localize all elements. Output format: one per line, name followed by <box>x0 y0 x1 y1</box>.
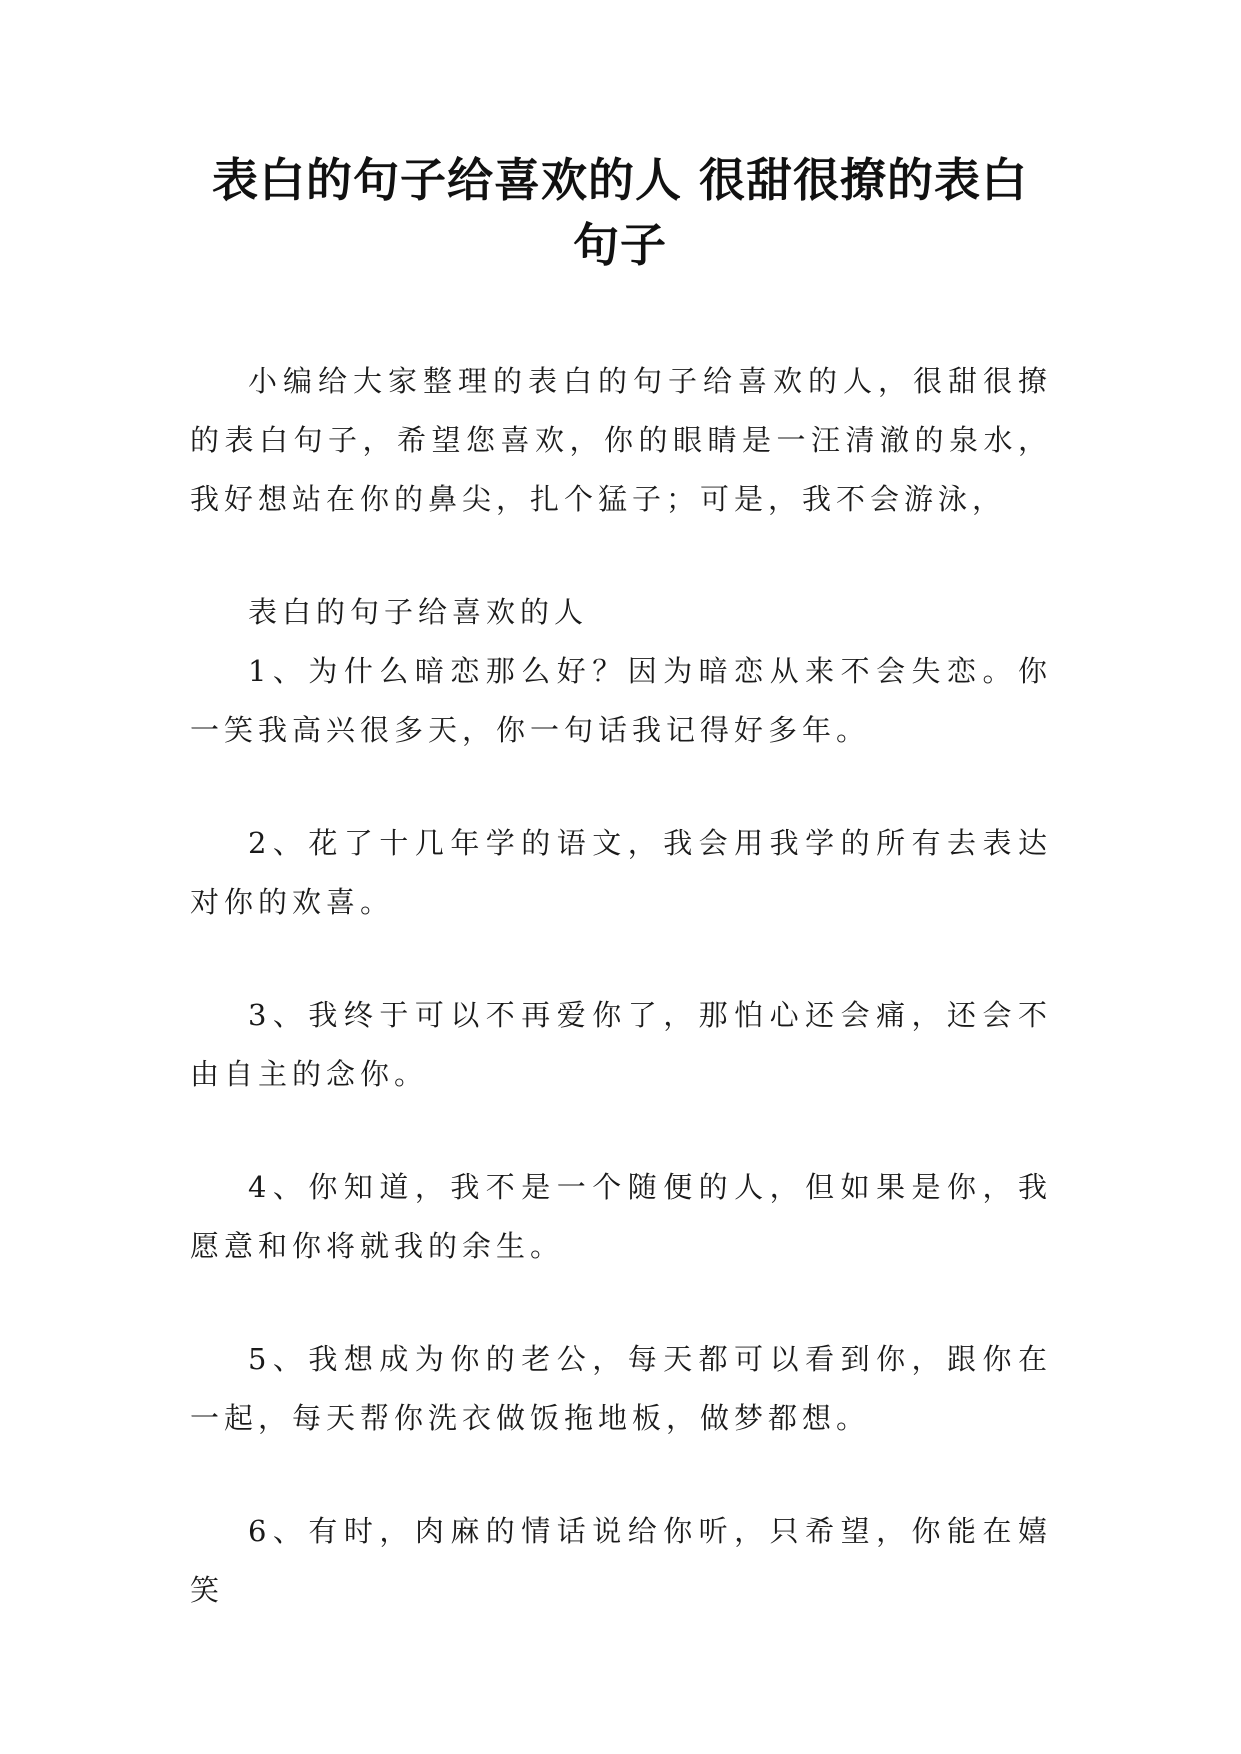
list-item-5: 5、我想成为你的老公，每天都可以看到你，跟你在一起，每天帮你洗衣做饭拖地板，做梦都想。 <box>190 1342 1052 1435</box>
section-heading: 表白的句子给喜欢的人 <box>248 595 589 629</box>
paragraph-gap <box>190 1448 1052 1502</box>
paragraph-gap <box>190 529 1052 583</box>
list-item-2: 2、花了十几年学的语文，我会用我学的所有去表达对你的欢喜。 <box>190 826 1052 919</box>
list-item-3: 3、我终于可以不再爱你了，那怕心还会痛，还会不由自主的念你。 <box>190 998 1052 1091</box>
list-item-6: 6、有时，肉麻的情话说给你听，只希望，你能在嬉笑 <box>190 1514 1052 1607</box>
intro-paragraph: 小编给大家整理的表白的句子给喜欢的人，很甜很撩的表白句子，希望您喜欢，你的眼睛是一汪清澈的泉水，我好想站在你的鼻尖，扎个猛子；可是，我不会游泳， <box>190 364 1052 516</box>
document-body <box>190 352 1052 1620</box>
paragraph-gap <box>190 1104 1052 1158</box>
list-item-1: 1、为什么暗恋那么好？因为暗恋从来不会失恋。你一笑我高兴很多天，你一句话我记得好多年。 <box>190 654 1052 747</box>
paragraph-gap <box>190 1276 1052 1330</box>
paragraph-gap <box>190 932 1052 986</box>
document-title: 表白的句子给喜欢的人 很甜很撩的表白句子 <box>211 153 1028 272</box>
list-item-4: 4、你知道，我不是一个随便的人，但如果是你，我愿意和你将就我的余生。 <box>190 1170 1052 1263</box>
paragraph-gap <box>190 760 1052 814</box>
